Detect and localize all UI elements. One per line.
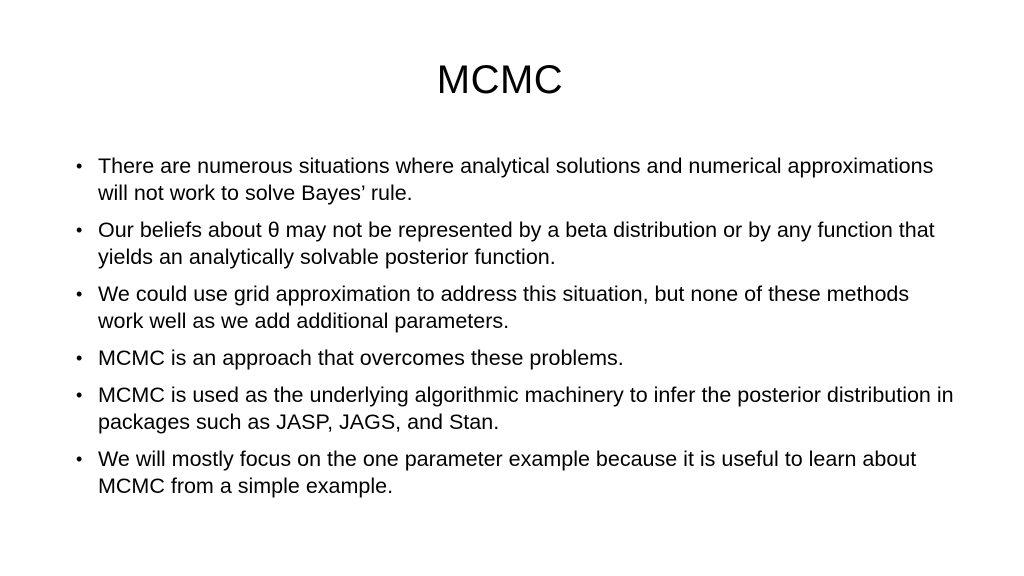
- bullet-marker: •: [76, 284, 83, 304]
- bullet-marker: •: [76, 449, 83, 469]
- bullet-item: [76, 345, 956, 372]
- bullet-marker: •: [76, 156, 83, 176]
- bullet-marker: •: [76, 220, 83, 240]
- bullet-item: [76, 281, 956, 335]
- bullet-text: We will mostly focus on the one parameter example because it is useful to learn about MCMC from a simple example.: [98, 447, 917, 498]
- bullet-item: [76, 217, 956, 271]
- bullet-text: There are numerous situations where analytical solutions and numerical approximations will not work to solve Bayes’ rule.: [98, 154, 934, 205]
- bullet-marker: •: [76, 348, 83, 368]
- bullet-text: MCMC is used as the underlying algorithmic machinery to infer the posterior distribution in packages such as JASP, JAGS, and Stan.: [98, 383, 954, 434]
- slide-title: MCMC: [436, 58, 564, 102]
- bullet-text: We could use grid approximation to address this situation, but none of these methods work well as we add additional parameters.: [98, 282, 910, 333]
- bullet-item: [76, 153, 956, 207]
- bullet-marker: •: [76, 385, 83, 405]
- bullet-list: [76, 153, 956, 510]
- bullet-item: [76, 382, 956, 436]
- bullet-text: MCMC is an approach that overcomes these problems.: [98, 346, 624, 370]
- bullet-item: [76, 446, 956, 500]
- bullet-text: Our beliefs about θ may not be represented by a beta distribution or by any function that yields an analytically solvable posterior function.: [98, 218, 935, 269]
